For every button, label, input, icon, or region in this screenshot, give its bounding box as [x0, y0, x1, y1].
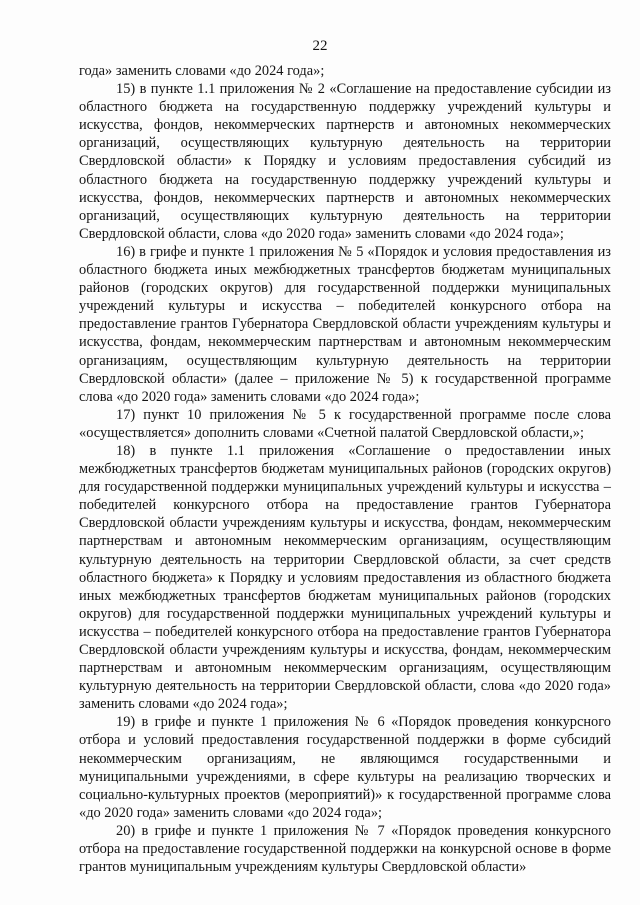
paragraph-continuation: года» заменить словами «до 2024 года»;	[79, 63, 325, 79]
page-number: 22	[312, 38, 328, 54]
paragraph-item-18: 18) в пункте 1.1 приложения «Соглашение о предоставлении иных межбюджетных трансфертов бюджетам муниципальных районов (городских округов) для государственной поддержки муниципальных учреждений культуры и искусства – победителей конкурсного отбора на предоставление грантов Губернатора Свердловской области учреждениям культуры и искусства, фондам, некоммерческим партнерствам и автономным некоммерческим организациям, осуществляющим культурную деятельность на территории Свердловской области, за счет средств областного бюджета» к Порядку и условиям предоставления из областного бюджета иных межбюджетных трансфертов бюджетам муниципальных районов (городских округов) для государственной поддержки муниципальных учреждений культуры и искусства – победителей конкурсного отбора на предоставление грантов Губернатора Свердловской области учреждениям культуры и искусства, фондам, некоммерческим партнерствам и автономным некоммерческим организациям, осуществляющим культурную деятельность на территории Свердловской области, слова «до 2020 года» заменить словами «до 2024 года»;	[79, 442, 611, 713]
paragraph-item-19: 19) в грифе и пункте 1 приложения № 6 «Порядок проведения конкурсного отбора и условий предоставления государственной поддержки в форме субсидий некоммерческим организациям, не являющимся государственными и муниципальными учреждениями, в сфере культуры на реализацию творческих и социально-культурных проектов (мероприятий)» к государственной программе слова «до 2020 года» заменить словами «до 2024 года»;	[79, 714, 611, 821]
paragraph-item-15: 15) в пункте 1.1 приложения № 2 «Соглашение на предоставление субсидии из областного бюджета на государственную поддержку учреждений культуры и искусства, фондов, некоммерческих партнерств и автономных некоммерческих организаций, осуществляющих культурную деятельность на территории Свердловской области» к Порядку и условиям предоставления субсидий из областного бюджета на государственную поддержку учреждений культуры и искусства, фондов, некоммерческих партнерств и автономных некоммерческих организаций, осуществляющих культурную деятельность на территории Свердловской области, слова «до 2020 года» заменить словами «до 2024 года»;	[79, 81, 611, 242]
document-body	[79, 62, 611, 876]
paragraph-item-16: 16) в грифе и пункте 1 приложения № 5 «Порядок и условия предоставления из областного бюджета иных межбюджетных трансфертов бюджетам муниципальных районов (городских округов) для государственной поддержки муниципальных учреждений культуры и искусства – победителей конкурсного отбора на предоставление грантов Губернатора Свердловской области учреждениям культуры и искусства, фондам, некоммерческим партнерствам и автономным некоммерческим организациям, осуществляющим культурную деятельность на территории Свердловской области» (далее – приложение № 5) к государственной программе слова «до 2020 года» заменить словами «до 2024 года»;	[79, 243, 611, 405]
paragraph-item-17: 17) пункт 10 приложения № 5 к государственной программе после слова «осуществляется» дополнить словами «Счетной палатой Свердловской области,»;	[79, 406, 611, 441]
paragraph-item-20: 20) в грифе и пункте 1 приложения № 7 «Порядок проведения конкурсного отбора на предоставление государственной поддержки на конкурсной основе в форме грантов муниципальным учреждениям культуры Свердловской области»	[79, 822, 611, 876]
